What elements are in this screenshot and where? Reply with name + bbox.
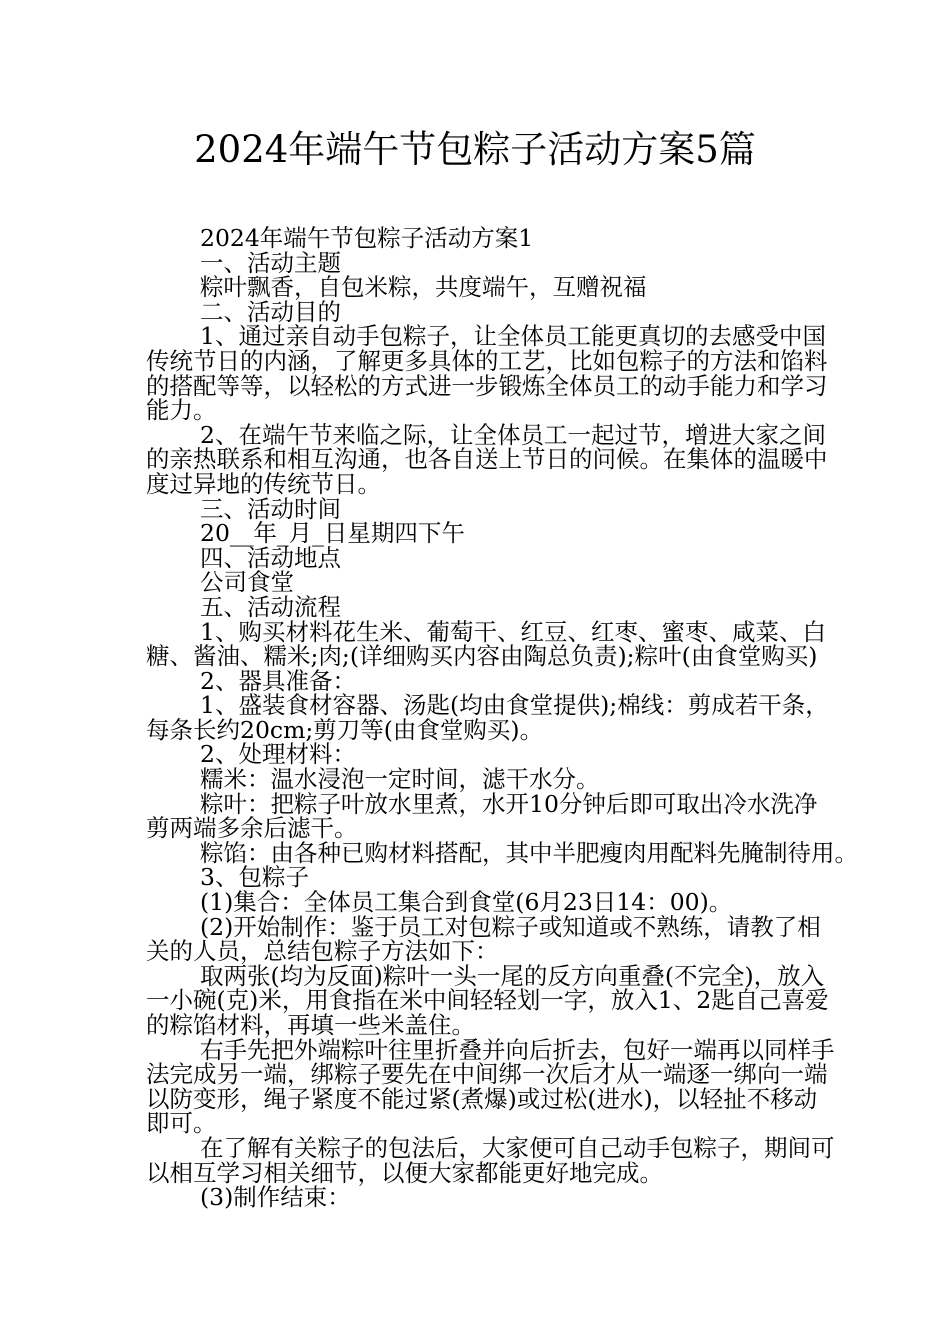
paragraph xyxy=(146,275,826,300)
text-line: 取两张(均为反面)粽叶一头一尾的反方向重叠(不完全)，放入 xyxy=(200,961,825,990)
text-line: 每条长约20cm;剪刀等(由食堂购买)。 xyxy=(146,715,544,744)
paragraph xyxy=(146,789,826,843)
text-line: 3、包粽子 xyxy=(200,863,309,892)
paragraph xyxy=(146,742,826,767)
paragraph xyxy=(146,570,826,595)
text-line: 剪两端多余后滤干。 xyxy=(146,814,358,843)
text-line: 的粽馅材料，再填一些米盖住。 xyxy=(146,1011,475,1039)
text-line: 1、通过亲自动手包粽子，让全体员工能更真切的去感受中国 xyxy=(200,322,826,351)
text-line: 二、活动目的 xyxy=(200,297,341,326)
text-line: 一、活动主题 xyxy=(200,248,341,277)
text-line: 糖、酱油、糯米;肉;(详细购买内容由陶总负责);粽叶(由食堂购买) xyxy=(146,642,818,671)
text-line: 一小碗(克)米，用食指在米中间轻轻划一字，放入1、2匙自己喜爱 xyxy=(146,986,829,1015)
paragraph xyxy=(146,912,826,966)
text-line: 1、盛装食材容器、汤匙(均由食堂提供);棉线：剪成若干条， xyxy=(200,691,829,720)
text-line: 2、处理材料： xyxy=(200,740,356,769)
paragraph xyxy=(146,543,826,572)
text-line: 即可。 xyxy=(146,1109,217,1138)
text-line: (1)集合：全体员工集合到食堂(6月23日14：00)。 xyxy=(200,888,733,917)
paragraph xyxy=(146,521,826,546)
text-line: 关的人员，总结包粽子方法如下： xyxy=(146,937,499,966)
paragraph xyxy=(146,226,826,251)
text-line: 度过异地的传统节日。 xyxy=(146,469,381,498)
text-line: 粽馅：由各种已购材料搭配，其中半肥瘦肉用配料先腌制待用。 xyxy=(200,838,858,867)
text-line: (3)制作结束： xyxy=(200,1183,351,1212)
paragraph xyxy=(146,961,829,1039)
text-line: 2、器具准备： xyxy=(200,666,356,695)
text-line: (2)开始制作：鉴于员工对包粽子或知道或不熟练，请教了相 xyxy=(200,912,821,941)
paragraph xyxy=(146,248,826,277)
paragraph xyxy=(146,1185,826,1210)
paragraph xyxy=(146,494,826,523)
text-line: 在了解有关粽子的包法后，大家便可自己动手包粽子，期间可 xyxy=(200,1133,835,1162)
paragraph xyxy=(146,1133,835,1187)
text-line: 以防变形，绳子紧度不能过紧(煮爆)或过松(进水)，以轻扯不移动 xyxy=(146,1084,818,1113)
text-line: 法完成另一端，绑粽子要先在中间绑一次后才从一端逐一绑向一端 xyxy=(146,1060,828,1089)
text-line: 的搭配等等，以轻松的方式进一步锻炼全体员工的动手能力和学习 xyxy=(146,371,828,400)
text-line: 传统节日的内涵，了解更多具体的工艺，比如包粽子的方法和馅料 xyxy=(146,346,828,375)
paragraph xyxy=(146,691,829,744)
paragraph xyxy=(146,865,826,890)
text-line: 2024年端午节包粽子活动方案1 xyxy=(200,224,534,252)
text-line: 粽叶飘香，自包米粽，共度端午，互赠祝福 xyxy=(200,273,647,302)
text-line: 20__年_月_日星期四下午 xyxy=(200,519,465,548)
text-line: 2、在端午节来临之际，让全体员工一起过节，增进大家之间 xyxy=(200,420,826,449)
paragraph xyxy=(146,767,826,792)
text-line: 粽叶：把粽子叶放水里煮，水开10分钟后即可取出冷水洗净 xyxy=(200,789,818,818)
text-line: 五、活动流程 xyxy=(200,592,341,621)
text-line: 1、购买材料花生米、葡萄干、红豆、红枣、蜜枣、咸菜、白 xyxy=(200,617,826,646)
text-line: 四、活动地点 xyxy=(200,543,341,572)
text-line: 以相互学习相关细节，以便大家都能更好地完成。 xyxy=(146,1158,663,1187)
text-line: 的亲热联系和相互沟通，也各自送上节日的问候。在集体的温暖中 xyxy=(146,445,828,474)
paragraph xyxy=(146,322,828,425)
paragraph xyxy=(146,420,828,498)
paragraph xyxy=(146,890,826,915)
text-line: 糯米：温水浸泡一定时间，滤干水分。 xyxy=(200,765,600,794)
paragraph xyxy=(146,1035,835,1138)
text-line: 能力。 xyxy=(146,396,217,425)
paragraph xyxy=(146,592,826,621)
paragraph xyxy=(146,297,826,326)
text-line: 三、活动时间 xyxy=(200,494,341,523)
text-line: 公司食堂 xyxy=(200,568,294,597)
document-body xyxy=(146,224,858,1212)
paragraph xyxy=(146,838,858,867)
document-title: 2024年端午节包粽子活动方案5篇 xyxy=(194,128,756,171)
paragraph xyxy=(146,617,826,671)
paragraph xyxy=(146,666,826,695)
text-line: 右手先把外端粽叶往里折叠并向后折去，包好一端再以同样手 xyxy=(200,1035,835,1064)
